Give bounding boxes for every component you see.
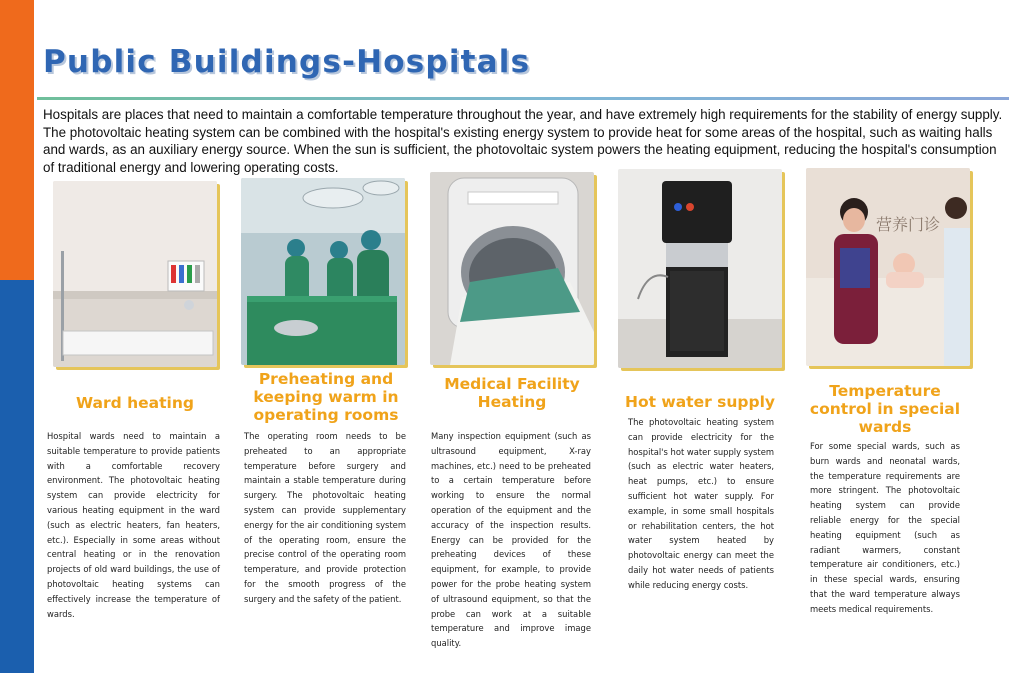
- intro-paragraph: Hospitals are places that need to maintain a comfortable temperature throughout the year, and have extremely high requirements for the stability of energy supply. The photovoltaic heating system can be combined with the hospital's existing energy system to provide heat for some areas of the hospital, such as waiting halls and wards, as an auxiliary energy source. When the sun is sufficient, the photovoltaic system powers the heating equipment, reducing the hospital's consumption of traditional energy and lowering operating costs.: [43, 107, 1003, 175]
- sign-text: 营养门诊: [876, 215, 941, 234]
- operating-room-photo: [241, 178, 405, 365]
- orange-accent-bar: [0, 0, 34, 280]
- hospital-ward-photo: [53, 181, 217, 367]
- title-divider: [37, 97, 1009, 100]
- card-description: For some special wards, such as burn wards and neonatal wards, the temperature requirements are more stringent. The photovoltaic heating system can provide reliable energy for the special heating equipment (such as radiant warmers, constant temperature air conditioners, etc.) in these special wards, ensuring that the ward temperature always meets medical requirements.: [810, 441, 960, 614]
- card-title: Temperature control in special wards: [809, 382, 961, 436]
- card-description: The operating room needs to be preheated to an appropriate temperature before surgery and maintain a stable temperature during surgery. The photovoltaic heating system can provide supplementary energy for the air conditioning system of the operating room, ensure the precise control of the operating room temperature, and provide protection for the smooth progress of the surgery and the safety of the patient.: [244, 431, 406, 604]
- card-title: Medical Facility Heating: [444, 375, 580, 411]
- card-description: Many inspection equipment (such as ultrasound equipment, X-ray machines, etc.) need to be preheated to a certain temperature before working to ensure the normal operation of the equipment and the accuracy of the inspection results. Energy can be provided for the preheating devices of these equipment, for example, to provide power for the probe heating system of ultrasound equipment, so that the probe can work at a suitable temperature and improve image quality.: [431, 431, 591, 649]
- water-dispenser-photo: [618, 169, 782, 368]
- card-description: The photovoltaic heating system can provide electricity for the hospital's hot water supply system (such as electric water heaters, heat pumps, etc.) to ensure sufficient hot water supply. For example, in some small hospitals or rehabilitation centers, the hot water system heated by photovoltaic energy can meet the daily hot water needs of patients while reducing energy costs.: [628, 417, 774, 590]
- special-ward-photo: [806, 168, 970, 366]
- blue-accent-bar: [0, 280, 34, 673]
- medical-scanner-photo: [430, 172, 594, 365]
- page-title: Public Buildings-Hospitals: [43, 44, 531, 80]
- card-title: Preheating and keeping warm in operating rooms: [253, 370, 399, 424]
- card-description: Hospital wards need to maintain a suitable temperature to provide patients with a comfortable recovery environment. The photovoltaic heating system can provide electricity for various heating equipment in the ward (such as electric heaters, fan heaters, etc.). Especially in some areas without central heating or in the renovation projects of old ward buildings, the use of photovoltaic heating systems can effectively increase the temperature of wards.: [47, 431, 220, 619]
- card-title: Ward heating: [76, 394, 194, 412]
- card-title: Hot water supply: [624, 393, 776, 411]
